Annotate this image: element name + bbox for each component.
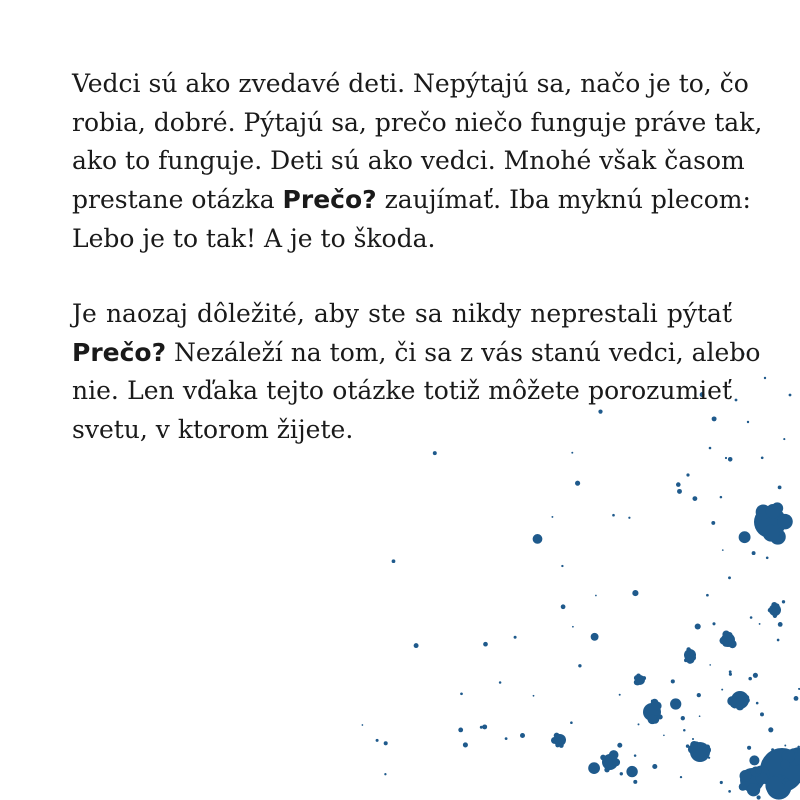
ink-drop: [612, 759, 619, 766]
ink-drop: [595, 595, 597, 597]
ink-drop: [499, 681, 502, 684]
ink-drop: [551, 516, 553, 518]
ink-drop: [690, 741, 698, 749]
ink-drop: [677, 489, 682, 494]
paragraph-1-line-4: [72, 181, 751, 220]
ink-drop: [638, 723, 640, 725]
ink-drop: [482, 724, 487, 729]
ink-drop: [777, 514, 793, 530]
ink-drop: [686, 647, 690, 651]
ink-drop: [578, 664, 581, 667]
ink-drop: [771, 748, 774, 751]
ink-drop: [728, 576, 731, 579]
ink-drop: [609, 750, 619, 760]
paragraph-1-line-1: Vedci sú ako zvedavé deti. Nepýtajú sa, načo je to, čo: [72, 69, 749, 98]
ink-drop: [764, 377, 766, 379]
ink-drop: [761, 456, 764, 459]
ink-drop: [763, 525, 780, 542]
ink-drop: [744, 697, 750, 703]
ink-drop: [740, 770, 752, 782]
ink-drop: [706, 594, 709, 597]
ink-drop: [774, 605, 778, 609]
ink-drop: [620, 772, 623, 775]
ink-drop: [709, 664, 711, 666]
ink-drop: [692, 496, 697, 501]
ink-drop: [362, 724, 364, 726]
ink-drop: [794, 696, 799, 701]
ink-drop: [628, 517, 630, 519]
ink-drop: [652, 764, 657, 769]
paragraph-2-line-1: Je naozaj dôležité, aby ste sa nikdy neprestali pýtať: [72, 299, 732, 328]
ink-drop: [433, 451, 437, 455]
ink-drop: [784, 778, 789, 783]
ink-drop: [722, 641, 726, 645]
ink-drop: [711, 521, 715, 525]
ink-drop: [728, 640, 736, 648]
ink-drop: [712, 622, 715, 625]
ink-drop: [680, 776, 682, 778]
ink-drop: [658, 714, 663, 719]
ink-drop: [651, 700, 654, 703]
ink-drop: [572, 626, 574, 628]
ink-drop: [670, 698, 681, 709]
ink-drop: [780, 760, 790, 770]
paragraph-2-line-4: svetu, v ktorom žijete.: [72, 415, 354, 445]
ink-drop: [755, 767, 762, 774]
line-2-text-after: Nezáleží na tom, či sa z vás stanú vedci, alebo: [166, 337, 761, 367]
ink-drop: [773, 614, 777, 618]
ink-drop: [634, 679, 640, 685]
ink-drop: [575, 481, 580, 486]
ink-drop: [520, 733, 525, 738]
ink-drop: [766, 504, 781, 519]
ink-drop: [748, 677, 752, 681]
ink-drop: [756, 702, 759, 705]
ink-drop: [561, 604, 566, 609]
ink-drop: [760, 712, 764, 716]
ink-drop: [727, 696, 737, 706]
ink-drop: [705, 744, 710, 749]
ink-drop: [681, 716, 685, 720]
ink-drop: [720, 781, 723, 784]
ink-drop: [708, 757, 710, 759]
ink-drop: [729, 673, 732, 676]
line-4-text-after: zaujímať. Iba myknú plecom:: [376, 185, 751, 215]
ink-drop: [778, 486, 782, 490]
ink-drop: [725, 457, 727, 459]
ink-drop: [384, 741, 388, 745]
ink-drop: [626, 766, 637, 777]
ink-drop: [641, 676, 644, 679]
paragraph-1-line-3: ako to funguje. Deti sú ako vedci. Mnohé však časom: [72, 146, 745, 176]
ink-drop: [735, 399, 738, 402]
paragraph-2-line-3: nie. Len vďaka tejto otázke totiž môžete porozumieť: [72, 376, 732, 406]
paragraph-2-line-2: [72, 334, 761, 373]
ink-drop: [747, 421, 749, 423]
ink-drop: [505, 737, 508, 740]
ink-drop: [384, 773, 386, 775]
ink-drop: [634, 754, 637, 757]
ink-drop: [781, 775, 783, 777]
ink-drop: [720, 496, 723, 499]
ink-drop: [759, 623, 761, 625]
ink-drop: [778, 622, 783, 627]
ink-drop: [783, 438, 785, 440]
ink-drop: [747, 783, 760, 796]
ink-drop: [752, 551, 756, 555]
ink-drop: [414, 643, 419, 648]
ink-drop: [600, 755, 606, 761]
ink-drop: [721, 689, 723, 691]
ink-drop: [458, 727, 463, 732]
ink-drop: [591, 633, 599, 641]
paragraph-1: [72, 65, 763, 259]
ink-drop: [617, 743, 622, 748]
ink-drop: [777, 639, 780, 642]
ink-drop: [768, 727, 773, 732]
ink-drop: [480, 726, 483, 729]
paragraph-1-line-5: Lebo je to tak! A je to škoda.: [72, 223, 436, 253]
paragraph-1-line-2: robia, dobré. Pýtajú sa, prečo niečo funguje práve tak,: [72, 107, 763, 137]
ink-drop: [765, 776, 784, 795]
ink-drop: [757, 795, 761, 799]
ink-drop: [686, 657, 691, 662]
ink-drop: [392, 559, 396, 563]
preco-bold-word: Prečo?: [72, 337, 167, 367]
ink-drop: [463, 742, 468, 747]
ink-drop: [556, 734, 561, 739]
ink-drop: [632, 590, 638, 596]
ink-drop: [604, 767, 609, 772]
ink-drop: [768, 608, 773, 613]
ink-drop: [784, 745, 786, 747]
ink-drop: [514, 636, 517, 639]
ink-drop: [695, 623, 701, 629]
ink-drop: [789, 394, 792, 397]
ink-drop: [766, 556, 769, 559]
ink-drop: [588, 762, 600, 774]
ink-drop: [750, 616, 753, 619]
ink-drop: [697, 693, 701, 697]
ink-drop: [686, 744, 690, 748]
ink-drop: [460, 692, 463, 695]
ink-drop: [653, 701, 662, 710]
ink-drop: [671, 679, 675, 683]
ink-drop: [749, 755, 759, 765]
ink-drop: [555, 741, 559, 745]
ink-drop: [533, 534, 543, 544]
ink-drop: [722, 549, 724, 551]
ink-drop: [376, 739, 379, 742]
ink-drop: [648, 715, 658, 725]
ink-drop: [570, 721, 573, 724]
ink-drop: [483, 642, 488, 647]
ink-drop: [676, 482, 681, 487]
ink-drop: [619, 694, 621, 696]
ink-drop: [533, 695, 535, 697]
ink-drop: [686, 473, 689, 476]
preco-bold-word: Prečo?: [282, 185, 377, 215]
ink-drop: [699, 715, 701, 717]
ink-drop: [683, 729, 686, 732]
line-4-text-before: prestane otázka: [72, 185, 283, 215]
ink-drop: [794, 749, 798, 753]
ink-drop: [612, 514, 615, 517]
ink-drop: [561, 565, 563, 567]
ink-drop: [728, 790, 731, 793]
ink-drop: [663, 735, 665, 737]
ink-drop: [753, 673, 758, 678]
ink-drop: [692, 738, 694, 740]
ink-drop: [728, 457, 733, 462]
paragraph-2: [72, 295, 761, 450]
ink-drop: [571, 452, 573, 454]
ink-drop: [747, 746, 751, 750]
ink-drop: [782, 600, 785, 603]
ink-drop: [739, 783, 747, 791]
ink-drop: [633, 780, 637, 784]
ink-drop: [727, 632, 733, 638]
ink-drop: [739, 531, 751, 543]
